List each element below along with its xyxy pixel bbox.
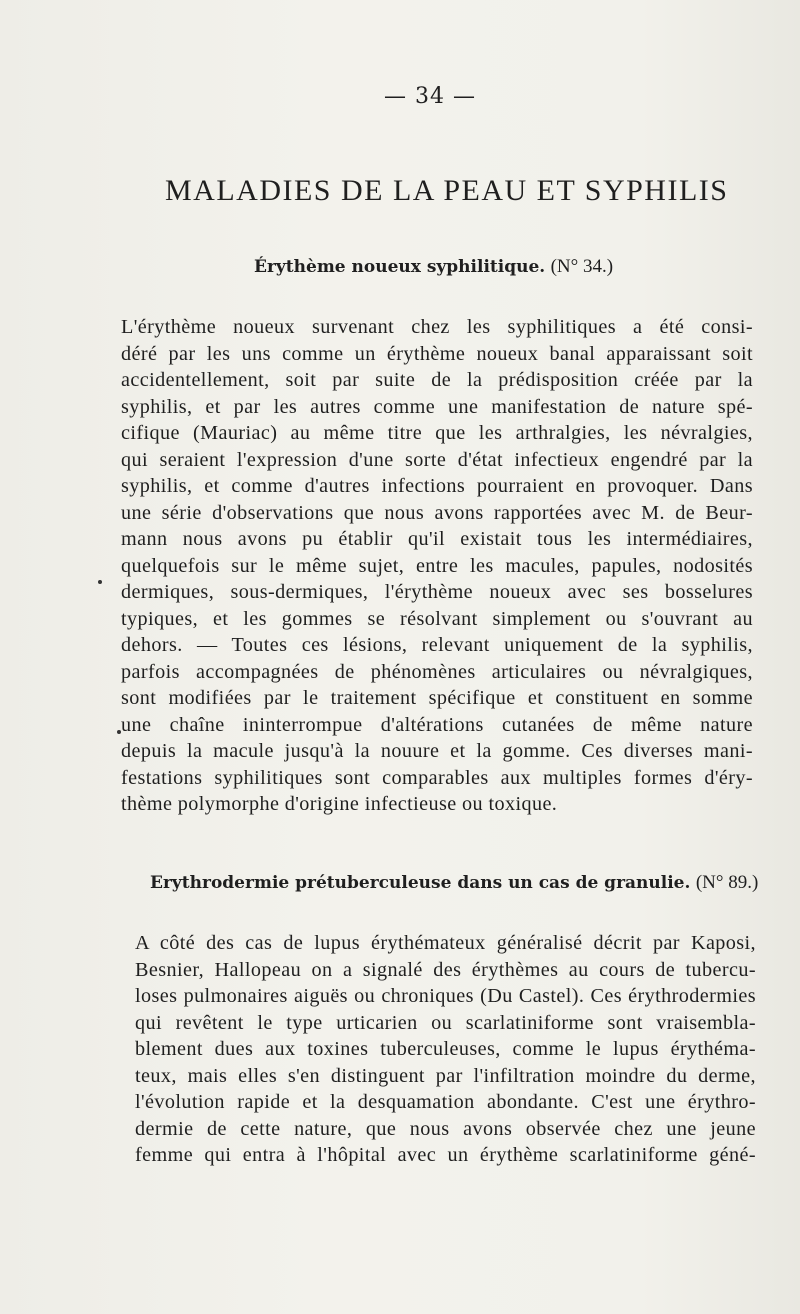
paragraph-erytheme-noueux	[121, 314, 753, 818]
page-title: MALADIES DE LA PEAU ET SYPHILIS	[165, 174, 729, 207]
text-line: mann nous avons pu établir qu'il existait tous les intermédiaires,	[121, 528, 753, 550]
text-line: Besnier, Hallopeau on a signalé des érythèmes au cours de tubercu-	[135, 958, 756, 981]
text-line: l'évolution rapide et la desquamation abondante. C'est une érythro-	[135, 1091, 756, 1113]
text-line: teux, mais elles s'en distinguent par l'infiltration moindre du derme,	[135, 1064, 756, 1087]
ink-speck	[98, 580, 102, 584]
section-heading-erytheme-noueux	[254, 256, 613, 278]
text-line: dermie de cette nature, que nous avons observée chez une jeune	[135, 1117, 756, 1140]
text-line: dermiques, sous-dermiques, l'érythème noueux avec ses bosselures	[121, 581, 753, 603]
ink-speck	[117, 730, 121, 734]
text-line: loses pulmonaires aiguës ou chroniques (Du Castel). Ces érythrodermies	[135, 985, 756, 1007]
text-line: déré par les uns comme un érythème noueux banal apparaissant soit	[121, 342, 753, 365]
section-heading-text: Erythrodermie prétuberculeuse dans un cas de granulie.	[150, 873, 691, 893]
text-line: parfois accompagnées de phénomènes articulaires ou névralgiques,	[121, 660, 753, 683]
text-line: une chaîne ininterrompue d'altérations cutanées de même nature	[121, 713, 753, 736]
page-number: — 34 —	[384, 84, 476, 109]
text-line: femme qui entra à l'hôpital avec un érythème scarlatiniforme géné-	[135, 1144, 756, 1166]
section-reference-number: (N° 34.)	[550, 256, 614, 277]
section-reference-number: (N° 89.)	[695, 872, 759, 893]
text-line: L'érythème noueux survenant chez les syphilitiques a été consi-	[121, 316, 753, 338]
text-line: cifique (Mauriac) au même titre que les arthralgies, les névralgies,	[121, 422, 753, 444]
text-line: une série d'observations que nous avons rapportées avec M. de Beur-	[121, 501, 753, 524]
text-line: blement dues aux toxines tuberculeuses, comme le lupus érythéma-	[135, 1038, 756, 1060]
text-line: qui revêtent le type urticarien ou scarlatiniforme sont vraisembla-	[135, 1011, 756, 1034]
section-heading-erythrodermie	[150, 872, 758, 894]
text-line: syphilis, et comme d'autres infections pourraient en provoquer. Dans	[121, 475, 753, 497]
paragraph-erythrodermie	[135, 930, 756, 1169]
text-line: accidentellement, soit par suite de la prédisposition créée par la	[121, 369, 753, 391]
text-line: thème polymorphe d'origine infectieuse ou toxique.	[121, 793, 558, 815]
text-line: depuis la macule jusqu'à la nouure et la gomme. Ces diverses mani-	[121, 740, 753, 762]
text-line: A côté des cas de lupus érythémateux généralisé décrit par Kaposi,	[135, 932, 756, 954]
text-line: qui seraient l'expression d'une sorte d'état infectieux engendré par la	[121, 448, 753, 471]
text-line: dehors. — Toutes ces lésions, relevant uniquement de la syphilis,	[121, 634, 753, 656]
section-heading-text: Érythème noueux syphilitique.	[254, 257, 546, 277]
text-line: festations syphilitiques sont comparables aux multiples formes d'éry-	[121, 766, 753, 789]
text-line: syphilis, et par les autres comme une manifestation de nature spé-	[121, 395, 753, 418]
text-line: quelquefois sur le même sujet, entre les macules, papules, nodosités	[121, 554, 753, 577]
text-line: typiques, et les gommes se résolvant simplement ou s'ouvrant au	[121, 607, 753, 630]
text-line: sont modifiées par le traitement spécifique et constituent en somme	[121, 687, 753, 709]
